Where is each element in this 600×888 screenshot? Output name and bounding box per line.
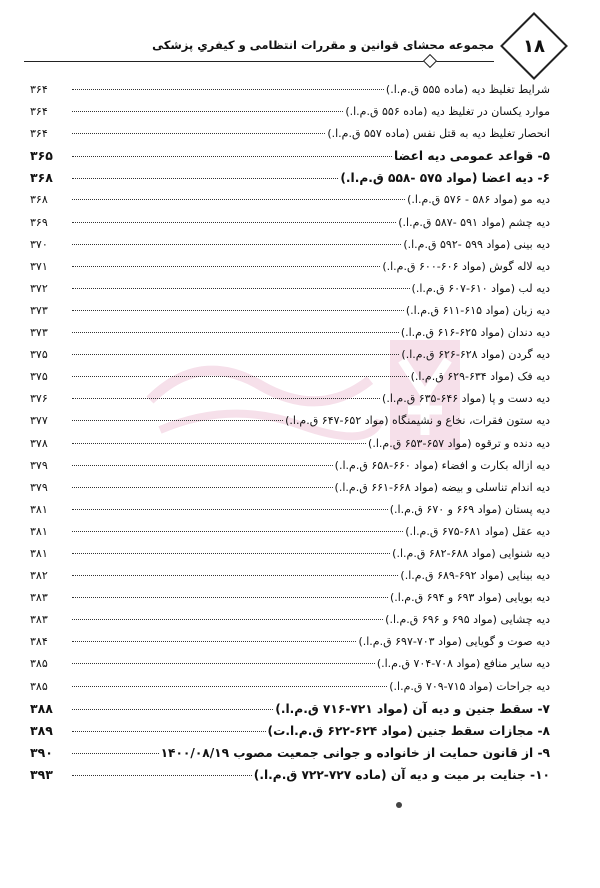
dot-leader <box>72 288 410 289</box>
page-number: ۱۸ <box>523 35 545 57</box>
toc-entry-title: دیه شنوایی (مواد ۶۸۸-۶۸۲ ق.م.ا.) <box>392 546 550 560</box>
toc-entry <box>30 366 550 388</box>
toc-entry-title: دیه عقل (مواد ۶۸۱-۶۷۵ ق.م.ا.) <box>405 524 550 538</box>
dot-leader <box>72 266 380 267</box>
toc-entry-title: دیه لب (مواد ۶۱۰-۶۰۷ ق.م.ا.) <box>411 281 550 295</box>
toc-entry <box>30 477 550 499</box>
dot-leader <box>72 133 325 134</box>
dot-leader <box>72 641 356 642</box>
toc-entry-title: دیه ستون فقرات، نخاع و نشیمنگاه (مواد ۶۵۲-۶۴۷ ق.م.ا.) <box>285 414 550 428</box>
toc-entry <box>30 521 550 543</box>
toc-entry <box>30 101 550 123</box>
toc-entry <box>30 676 550 698</box>
table-of-contents <box>30 79 550 786</box>
toc-entry <box>30 631 550 653</box>
toc-entry-page: ۳۷۲ <box>30 281 48 295</box>
toc-entry-title: دیه دست و پا (مواد ۶۴۶-۶۳۵ ق.م.ا.) <box>382 392 550 406</box>
toc-entry-page: ۳۶۸ <box>30 170 53 186</box>
toc-entry-page: ۳۸۹ <box>30 722 53 738</box>
toc-entry-page: ۳۸۱ <box>30 502 48 516</box>
dot-leader <box>72 310 404 311</box>
toc-entry-title: دیه چشم (مواد ۵۹۱ -۵۸۷ ق.م.ا.) <box>398 215 550 229</box>
dot-leader <box>72 89 384 90</box>
dot-leader <box>72 376 409 377</box>
toc-entry-title: دیه دندان (مواد ۶۲۵-۶۱۶ ق.م.ا.) <box>400 326 550 340</box>
dot-leader <box>72 178 338 179</box>
toc-entry-title: انحصار تغلیظ دیه به قتل نفس (ماده ۵۵۷ ق.م.ا.) <box>327 127 550 141</box>
toc-entry-title: دیه مو (مواد ۵۸۶ - ۵۷۶ ق.م.ا.) <box>407 193 550 207</box>
toc-entry-title: دیه جراحات (مواد ۷۱۵-۷۰۹ ق.م.ا.) <box>389 679 550 693</box>
toc-entry-title: دیه فک (مواد ۶۳۴-۶۲۹ ق.م.ا.) <box>410 370 550 384</box>
toc-entry <box>30 278 550 300</box>
toc-entry-page: ۳۷۳ <box>30 303 48 317</box>
dot-leader <box>72 420 283 421</box>
dot-leader <box>72 619 383 620</box>
toc-entry <box>30 322 550 344</box>
toc-entry-title: موارد یکسان در تغلیظ دیه (ماده ۵۵۶ ق.م.ا.) <box>345 105 550 119</box>
toc-entry-page: ۳۷۸ <box>30 436 48 450</box>
dot-leader <box>72 156 392 157</box>
toc-entry-page: ۳۸۲ <box>30 569 48 583</box>
dot-leader <box>72 575 398 576</box>
toc-entry-page: ۳۶۴ <box>30 83 48 96</box>
toc-entry-page: ۳۶۵ <box>30 148 53 164</box>
footer-dot <box>396 802 402 808</box>
toc-entry-title: شرایط تغلیظ دیه (ماده ۵۵۵ ق.م.ا.) <box>385 83 550 96</box>
toc-entry-page: ۳۷۷ <box>30 414 48 428</box>
dot-leader <box>72 709 273 710</box>
dot-leader <box>72 111 343 112</box>
toc-entry-title: دیه بینایی (مواد ۶۹۲-۶۸۹ ق.م.ا.) <box>400 569 550 583</box>
toc-entry-title: ۹- از قانون حمایت از خانواده و جوانی جمعیت مصوب ۱۴۰۰/۰۸/۱۹ <box>160 745 550 760</box>
toc-entry-page: ۳۸۱ <box>30 524 48 538</box>
toc-entry-title: دیه دنده و ترقوه (مواد ۶۵۷-۶۵۳ ق.م.ا.) <box>368 436 550 450</box>
toc-entry-title: دیه صوت و گویایی (مواد ۷۰۳-۶۹۷ ق.م.ا.) <box>358 635 550 649</box>
toc-entry <box>30 167 550 189</box>
toc-entry-page: ۳۸۵ <box>30 679 48 693</box>
toc-entry <box>30 587 550 609</box>
toc-entry <box>30 189 550 211</box>
toc-entry-title: ۶- دیه اعضا (مواد ۵۷۵ -۵۵۸ ق.م.ا.) <box>340 171 550 186</box>
toc-entry <box>30 455 550 477</box>
running-header-title: مجموعه محشای قوانین و مقررات انتظامی و کیفریِ پزشکی <box>152 38 494 52</box>
dot-leader <box>72 531 403 532</box>
toc-entry-page: ۳۷۰ <box>30 237 48 251</box>
toc-entry <box>30 388 550 410</box>
toc-entry <box>30 256 550 278</box>
toc-entry-page: ۳۶۸ <box>30 193 48 207</box>
toc-entry-page: ۳۷۶ <box>30 392 48 406</box>
toc-entry <box>30 300 550 322</box>
toc-entry-title: دیه سایر منافع (مواد ۷۰۸-۷۰۴ ق.م.ا.) <box>376 657 550 671</box>
toc-entry <box>30 499 550 521</box>
dot-leader <box>72 332 399 333</box>
dot-leader <box>72 753 159 754</box>
toc-entry-title: دیه بویایی (مواد ۶۹۳ و ۶۹۴ ق.م.ا.) <box>389 591 550 605</box>
toc-entry-title: ۸- مجازات سقط جنین (مواد ۶۲۴-۶۲۲ ق.م.ا.ت) <box>267 723 550 738</box>
toc-entry-title: دیه گردن (مواد ۶۲۸-۶۲۶ ق.م.ا.) <box>401 348 550 362</box>
toc-entry-title: دیه زبان (مواد ۶۱۵-۶۱۱ ق.م.ا.) <box>405 303 550 317</box>
toc-entry-page: ۳۹۳ <box>30 766 53 782</box>
toc-entry-title: دیه پستان (مواد ۶۶۹ و ۶۷۰ ق.م.ا.) <box>389 502 550 516</box>
dot-leader <box>72 443 366 444</box>
toc-entry <box>30 234 550 256</box>
dot-leader <box>72 686 387 687</box>
toc-entry <box>30 79 550 101</box>
toc-entry-page: ۳۹۰ <box>30 744 53 760</box>
toc-entry-title: دیه اندام تناسلی و بیضه (مواد ۶۶۸-۶۶۱ ق.م.ا.) <box>334 480 550 494</box>
dot-leader <box>72 222 396 223</box>
toc-entry-title: دیه لاله گوش (مواد ۶۰۶-۶۰۰ ق.م.ا.) <box>382 259 550 273</box>
dot-leader <box>72 597 388 598</box>
toc-entry-page: ۳۸۳ <box>30 591 48 605</box>
dot-leader <box>72 509 388 510</box>
toc-entry-page: ۳۷۵ <box>30 348 48 362</box>
dot-leader <box>72 244 401 245</box>
dot-leader <box>72 354 399 355</box>
toc-entry-page: ۳۸۱ <box>30 546 48 560</box>
toc-entry <box>30 565 550 587</box>
page-number-badge <box>500 12 568 80</box>
toc-entry <box>30 742 550 764</box>
toc-entry-page: ۳۷۱ <box>30 259 48 273</box>
toc-entry-page: ۳۸۸ <box>30 700 53 716</box>
toc-entry <box>30 433 550 455</box>
dot-leader <box>72 199 405 200</box>
dot-leader <box>72 775 252 776</box>
toc-entry-title: ۷- سقط جنین و دیه آن (مواد ۷۲۱-۷۱۶ ق.م.ا.) <box>275 701 550 716</box>
dot-leader <box>72 553 390 554</box>
toc-entry <box>30 123 550 145</box>
dot-leader <box>72 398 380 399</box>
toc-entry-title: دیه ازاله بکارت و افضاء (مواد ۶۶۰-۶۵۸ ق.م.ا.) <box>334 458 550 472</box>
toc-entry <box>30 543 550 565</box>
toc-entry-page: ۳۶۴ <box>30 105 48 119</box>
toc-entry-page: ۳۸۵ <box>30 657 48 671</box>
toc-entry-page: ۳۷۹ <box>30 458 48 472</box>
toc-entry <box>30 344 550 366</box>
toc-entry <box>30 653 550 675</box>
toc-entry <box>30 609 550 631</box>
toc-entry-title: دیه چشایی (مواد ۶۹۵ و ۶۹۶ ق.م.ا.) <box>385 613 550 627</box>
toc-entry-title: دیه بینی (مواد ۵۹۹ -۵۹۲ ق.م.ا.) <box>403 237 550 251</box>
toc-entry <box>30 720 550 742</box>
dot-leader <box>72 465 333 466</box>
header-diamond-ornament <box>423 54 437 68</box>
toc-entry-page: ۳۶۴ <box>30 127 48 141</box>
toc-entry-page: ۳۷۳ <box>30 326 48 340</box>
toc-entry-page: ۳۷۹ <box>30 480 48 494</box>
dot-leader <box>72 731 266 732</box>
toc-entry <box>30 698 550 720</box>
dot-leader <box>72 487 333 488</box>
toc-entry <box>30 212 550 234</box>
toc-entry-page: ۳۶۹ <box>30 215 48 229</box>
toc-entry-page: ۳۷۵ <box>30 370 48 384</box>
dot-leader <box>72 663 375 664</box>
toc-entry-title: ۱۰- جنایت بر میت و دیه آن (ماده ۷۲۷-۷۲۲ ق.م.ا.) <box>253 767 550 782</box>
toc-entry <box>30 410 550 432</box>
toc-entry-page: ۳۸۳ <box>30 613 48 627</box>
toc-entry <box>30 764 550 786</box>
toc-entry-title: ۵- قواعد عمومی دیه اعضا <box>394 149 550 164</box>
toc-entry <box>30 145 550 167</box>
toc-entry-page: ۳۸۴ <box>30 635 48 649</box>
